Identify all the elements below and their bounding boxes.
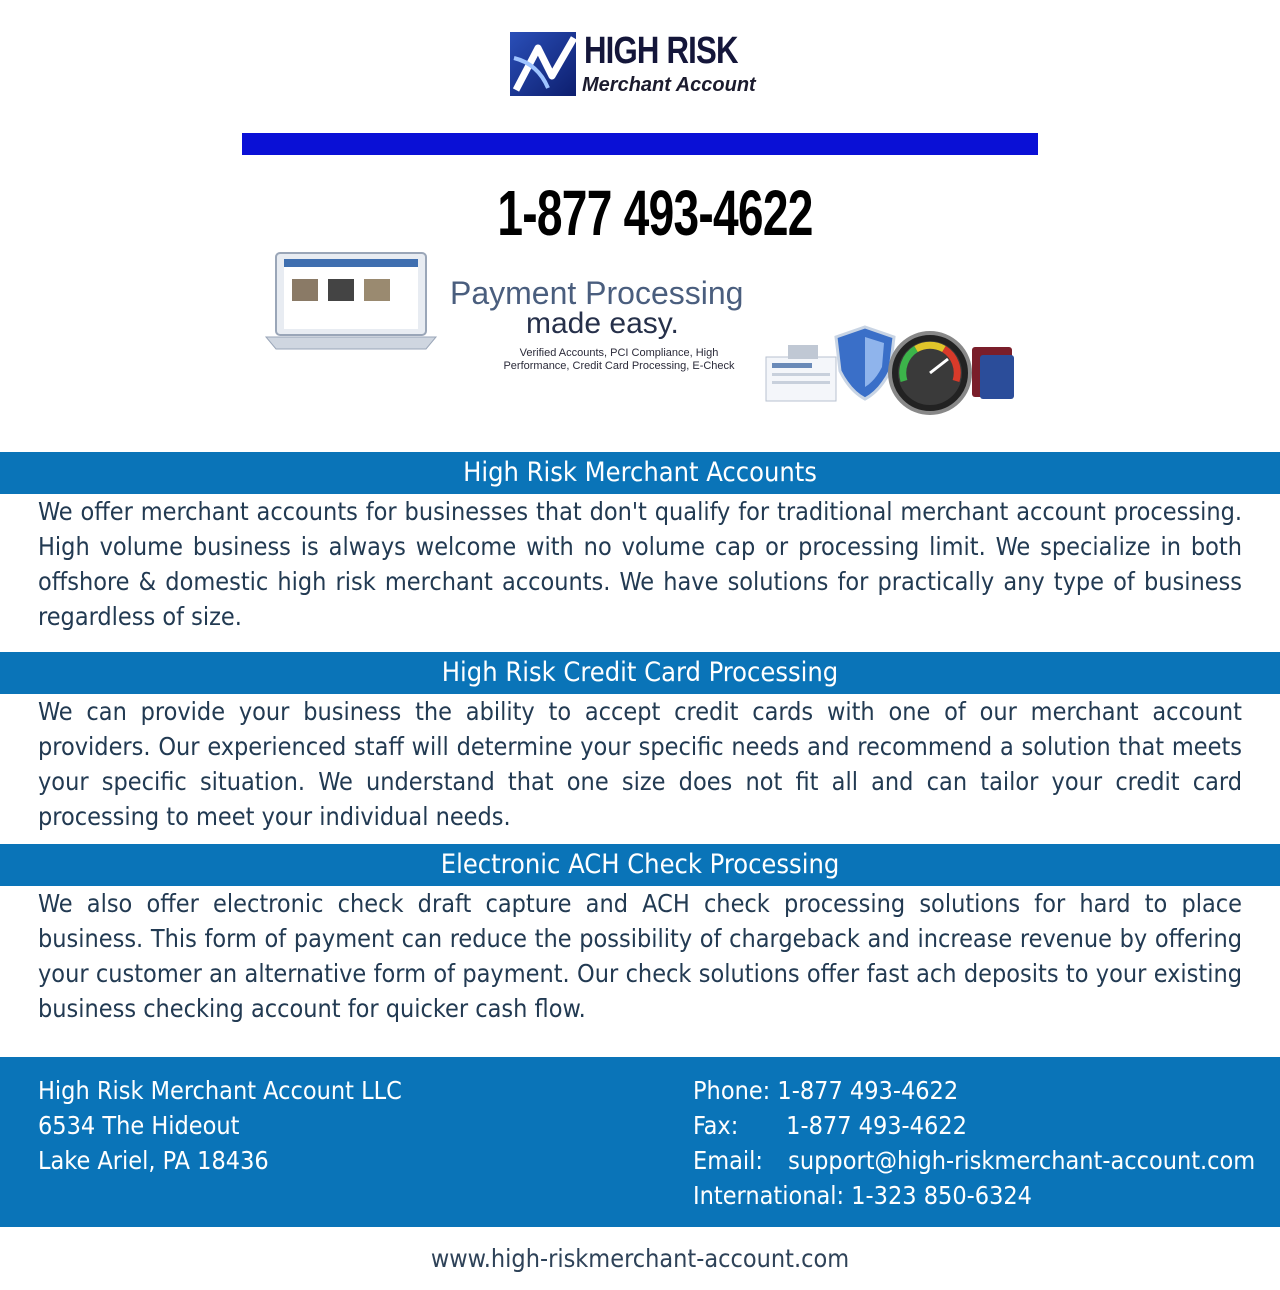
fax-label: Fax: xyxy=(693,1111,739,1140)
contact-footer xyxy=(0,1057,1280,1227)
section-heading-merchant-accounts: High Risk Merchant Accounts xyxy=(0,452,1280,494)
section-body-credit-card: We can provide your business the ability to accept credit cards with one of our merchant account providers. Our experienced staff will determine your specific needs and recommend a solution that meets your specific situation. We understand that one size does not fit all and can tailor your credit card processing to meet your individual needs. xyxy=(38,697,1242,831)
logo-title: HIGH RISK xyxy=(584,30,738,72)
fax-row xyxy=(693,1108,1255,1143)
email-row xyxy=(693,1143,1255,1178)
street-address: 6534 The Hideout xyxy=(38,1111,240,1140)
section-heading-credit-card: High Risk Credit Card Processing xyxy=(0,652,1280,694)
website-link[interactable]: www.high-riskmerchant-account.com xyxy=(430,1244,850,1273)
city-state-zip: Lake Ariel, PA 18436 xyxy=(38,1146,269,1175)
phone-value[interactable]: 1-877 493-4622 xyxy=(777,1076,959,1105)
email-label: Email: xyxy=(693,1146,763,1175)
fax-value: 1-877 493-4622 xyxy=(786,1111,967,1140)
logo xyxy=(508,28,792,100)
logo-mark-icon xyxy=(508,28,580,100)
section-body-merchant-accounts: We offer merchant accounts for businesses that don't qualify for traditional merchant account processing. High volume business is always welcome with no volume cap or processing limit. We specialize in both offshore & domestic high risk merchant accounts. We have solutions for practically any type of business regardless of size. xyxy=(38,497,1242,631)
logo-subtitle: Merchant Account xyxy=(582,74,756,96)
section-heading-ach-check: Electronic ACH Check Processing xyxy=(0,844,1280,886)
credit-card-icon xyxy=(968,341,1018,401)
company-name: High Risk Merchant Account LLC xyxy=(38,1076,402,1105)
laptop-icon xyxy=(262,245,442,355)
phone-label: Phone: xyxy=(693,1076,771,1105)
international-value[interactable]: 1-323 850-6324 xyxy=(851,1181,1032,1210)
international-label: International: xyxy=(693,1181,845,1210)
address-block xyxy=(38,1073,402,1178)
international-row xyxy=(693,1178,1255,1213)
phone-row xyxy=(693,1073,1255,1108)
banner-features: Verified Accounts, PCI Compliance, High Performance, Credit Card Processing, E-Check xyxy=(503,347,735,372)
email-link[interactable]: support@high-riskmerchant-account.com xyxy=(788,1146,1256,1175)
gauge-icon xyxy=(886,329,974,415)
section-body-ach-check: We also offer electronic check draft capture and ACH check processing solutions for hard to place business. This form of payment can reduce the possibility of chargeback and increase revenue by offering your customer an alternative form of payment. Our check solutions offer fast ach deposits to your existing business checking account for quicker cash flow. xyxy=(38,889,1242,1023)
banner-headline-2: made easy. xyxy=(526,307,679,340)
main-phone-number[interactable]: 1-877 493-4622 xyxy=(497,177,813,249)
contact-block xyxy=(693,1073,1255,1213)
payment-banner xyxy=(262,245,1018,415)
divider-bar xyxy=(242,133,1038,155)
banner-headline-1: Payment Processing xyxy=(450,275,744,311)
